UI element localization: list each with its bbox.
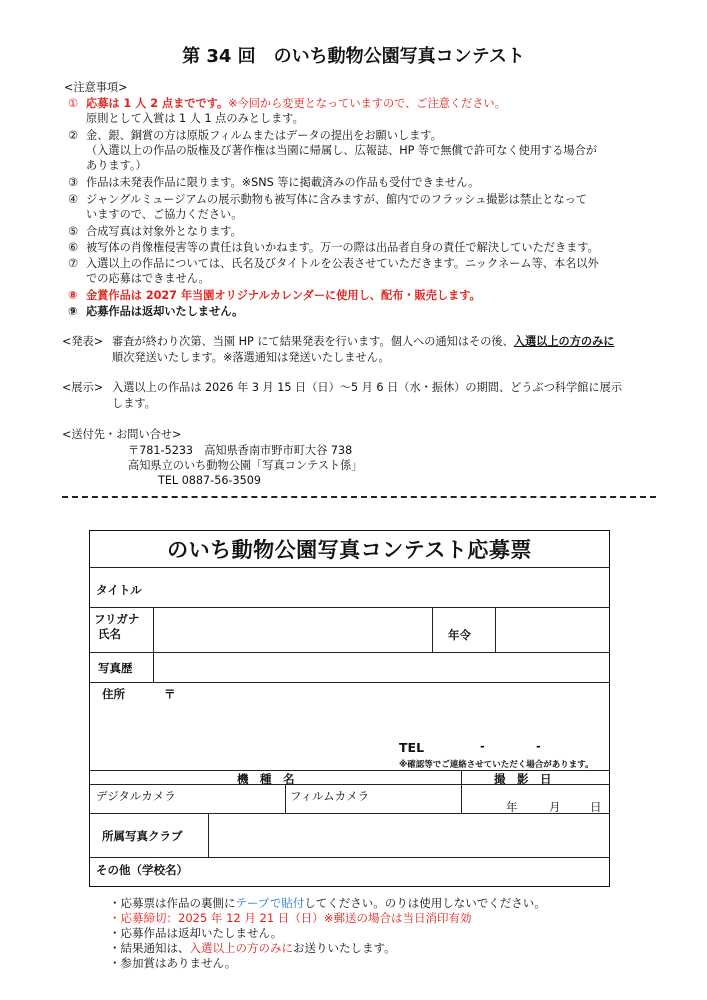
note-number: ⑥ — [68, 241, 79, 254]
note-number: ⑦ — [68, 257, 79, 270]
tel-note: ※確認等でご連絡させていただく場合があります。 — [399, 760, 594, 770]
tel-dash: - — [480, 739, 485, 753]
note-8 — [68, 288, 481, 304]
page-title: 第 34 回 のいち動物公園写真コンテスト — [182, 46, 525, 67]
note-3 — [68, 175, 479, 191]
exhibit-line-2: します。 — [112, 397, 156, 410]
contact-heading: <送付先・お問い合せ> — [62, 428, 182, 441]
note-text: 入選以上の作品については、氏名及びタイトルを公表させていただきます。ニックネーム等、本名以外 — [86, 257, 599, 270]
year-label: 年 — [506, 800, 518, 814]
title-field-label: タイトル — [96, 583, 142, 597]
day-label: 日 — [590, 800, 602, 814]
note-number: ⑨ — [68, 305, 78, 318]
footer-text: ・応募票は作品の裏側に — [109, 896, 236, 910]
note-text: 金、銀、銅賞の方は原版フィルムまたはデータの提出をお願いします。 — [86, 129, 442, 142]
other-field[interactable] — [200, 858, 608, 885]
name-field[interactable] — [154, 608, 431, 651]
note-number: ③ — [68, 176, 79, 189]
other-field-label: その他（学校名） — [96, 863, 188, 877]
footer-line-5: ・参加賞はありません。 — [109, 956, 237, 970]
note-text: 金賞作品は 2027 年当園オリジナルカレンダーに使用し、配布・販売します。 — [86, 289, 481, 302]
footer-text: ・結果通知は、 — [109, 941, 190, 955]
age-field-label: 年令 — [448, 628, 471, 642]
tel-label: TEL — [399, 740, 425, 755]
form-title: のいち動物公園写真コンテスト応募票 — [167, 538, 532, 562]
note-line: での応募はできません。 — [86, 272, 210, 285]
note-number: ② — [68, 129, 79, 142]
footer-line-1 — [109, 896, 546, 911]
announce-heading: <発表> — [62, 335, 104, 348]
club-field[interactable] — [209, 814, 608, 856]
announce-line-1 — [112, 334, 614, 350]
note-text: ジャングルミュージアムの展示動物も被写体に含みますが、館内でのフラッシュ撮影は禁止となって — [86, 193, 587, 206]
contact-tel: TEL 0887-56-3509 — [158, 474, 261, 487]
history-field[interactable] — [154, 653, 608, 681]
contact-org: 高知県立のいち動物公園「写真コンテスト係」 — [128, 459, 363, 472]
notes-heading: <注意事項> — [64, 81, 128, 94]
note-1 — [68, 96, 506, 112]
note-text: ※今回から変更となっていますので、ご注意ください。 — [228, 97, 506, 110]
announce-line-2: 順次発送いたします。※落選通知は発送いたしません。 — [112, 351, 390, 364]
footer-line-3: ・応募作品は返却いたしません。 — [109, 926, 283, 940]
note-7 — [68, 256, 599, 272]
divider — [432, 607, 433, 652]
film-camera-label: フィルムカメラ — [290, 789, 370, 803]
note-line: 原則として入賞は 1 人 1 点のみとします。 — [86, 112, 304, 125]
announce-text: 審査が終わり次第、当園 HP にて結果発表を行います。個人への通知はその後、 — [112, 335, 514, 348]
note-text-bold: 応募は 1 人 2 点までです。 — [86, 97, 229, 110]
entry-form — [89, 530, 610, 887]
month-label: 月 — [549, 800, 561, 814]
footer-deadline: ・応募締切：2025 年 12 月 21 日（日）※郵送の場合は当日消印有効 — [109, 911, 472, 925]
footer-line-4 — [109, 941, 396, 956]
postal-mark: 〒 — [164, 687, 176, 701]
address-field-label: 住所 — [102, 687, 125, 701]
note-line: いますので、ご協力ください。 — [86, 208, 243, 221]
note-number: ⑧ — [68, 289, 78, 302]
title-field[interactable] — [153, 568, 608, 606]
footer-emphasis: 入選以上の方のみに — [189, 941, 293, 955]
announce-emphasis: 入選以上の方のみに — [513, 335, 615, 348]
date-column-label: 撮 影 日 — [494, 772, 552, 786]
history-field-label: 写真歴 — [98, 661, 133, 675]
note-text: 合成写真は対象外となります。 — [86, 225, 242, 238]
note-text: 作品は未発表作品に限ります。※SNS 等に掲載済みの作品も受付できません。 — [86, 176, 480, 189]
tel-dash: - — [536, 739, 541, 753]
digital-camera-field[interactable] — [92, 785, 284, 812]
footer-emphasis: テープで貼付 — [235, 896, 305, 910]
note-text: 被写体の肖像権侵害等の責任は負いかねます。万一の際は出品者自身の責任で解決していただきます。 — [86, 241, 599, 254]
name-field-label: 氏名 — [98, 627, 121, 641]
tel-field[interactable] — [426, 736, 602, 756]
footer-text: お送りいたします。 — [293, 941, 396, 955]
note-9 — [68, 304, 243, 320]
note-line: あります。） — [86, 159, 147, 172]
note-6 — [68, 240, 599, 256]
cut-line — [62, 496, 656, 498]
exhibit-line-1: 入選以上の作品は 2026 年 3 月 15 日（日）～5 月 6 日（水・振休）の期間、どうぶつ科学館に展示 — [112, 381, 623, 394]
note-number: ④ — [68, 193, 79, 206]
shoot-date-field[interactable] — [462, 785, 608, 812]
digital-camera-label: デジタルカメラ — [96, 789, 176, 803]
age-field[interactable] — [496, 608, 608, 651]
exhibit-heading: <展示> — [62, 381, 104, 394]
note-number: ① — [68, 97, 79, 110]
contact-address: 〒781-5233 高知県香南市野市町大谷 738 — [128, 444, 353, 457]
footer-text: してください。のりは使用しないでください。 — [304, 896, 546, 910]
note-5 — [68, 224, 242, 240]
note-2 — [68, 128, 442, 144]
note-number: ⑤ — [68, 225, 79, 238]
club-field-label: 所属写真クラブ — [102, 829, 183, 843]
film-camera-field[interactable] — [286, 785, 460, 812]
note-text: 応募作品は返却いたしません。 — [86, 305, 244, 318]
model-column-label: 機 種 名 — [237, 772, 295, 786]
address-field[interactable] — [154, 683, 608, 733]
note-4 — [68, 192, 587, 208]
furigana-label: フリガナ — [94, 612, 140, 626]
note-line: （入選以上の作品の版権及び著作権は当園に帰属し、広報誌、HP 等で無償で許可なく使用する場合が — [86, 144, 597, 157]
